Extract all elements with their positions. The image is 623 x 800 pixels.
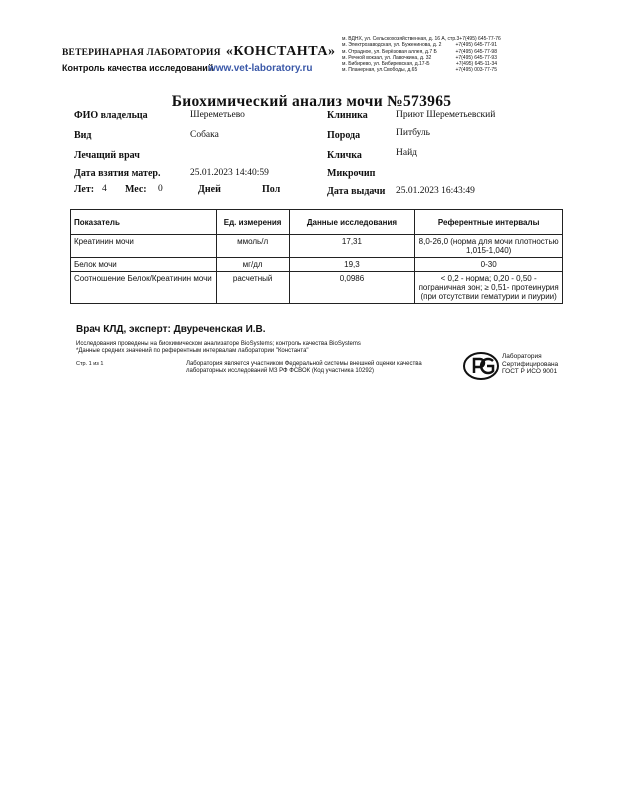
document-title: Биохимический анализ мочи №573965 [171,93,452,110]
sex-label: Пол [262,184,281,195]
cell-value: 19,3 [289,258,415,272]
address-row: м. Речной вокзал, ул. Лавочкина, д. 32 +7(495) 645-77-93 [342,54,497,61]
cell-ref: < 0,2 - норма; 0,20 - 0,50 - пограничная зон; ≥ 0,51- протеинурия (при отсутствии гематурии и пиурии) [415,272,563,304]
cell-value: 0,0986 [289,272,415,304]
column-header: Референтные интервалы [415,210,563,235]
clinic-value: Приют Шереметьевский [396,110,496,120]
certification-text: Лаборатория Сертифицирована ГОСТ Р ИСО 9001 [502,353,559,376]
cell-name: Креатинин мочи [71,235,217,258]
cell-value: 17,31 [289,235,415,258]
reference-note: *Данные средних значений по референтным интервалам лаборатории "Константа" [76,348,309,354]
table-header-row [71,210,563,235]
nickname-value: Найд [396,148,417,158]
issue-date-label: Дата выдачи [327,186,386,197]
cell-ref: 0-30 [415,258,563,272]
column-header: Показатель [71,210,217,235]
months-value: 0 [158,184,163,194]
cell-unit: мг/дл [216,258,289,272]
address-row: м. Электрозаводская, ул. Буженинова, д. 2 +7(495) 645-77-91 [342,42,497,49]
days-label: Дней [198,184,221,195]
certification-logo-icon [462,351,500,381]
address-list [342,36,501,74]
sample-date-value: 25.01.2023 14:40:59 [190,168,269,178]
address-row: м. Бибирево, ул. Бибиревская, д.17-Б +7(495) 645-11-34 [342,61,497,68]
lab-website-link[interactable]: www.vet-laboratory.ru [208,63,313,74]
nickname-label: Кличка [327,150,362,161]
table-row [71,272,563,304]
lab-title [62,44,335,60]
results-table [70,209,563,304]
species-value: Собака [190,130,219,140]
address-row: м. Отрадное, ул. Берёзовая аллея, д.7 Б +7(495) 645-77-98 [342,48,497,55]
breed-value: Питбуль [396,128,430,138]
months-label: Мес: [125,184,147,195]
owner-value: Шереметьево [190,110,245,120]
column-header: Данные исследования [289,210,415,235]
column-header: Ед. измерения [216,210,289,235]
document-page [8,4,615,798]
years-label: Лет: [74,184,95,195]
sample-date-label: Дата взятия матер. [74,168,161,179]
table-row [71,258,563,272]
address-row: м. ВДНХ, ул. Сельскохозяйственная, д. 16 А, стр.3 +7(495) 645-77-76 [342,36,501,42]
species-label: Вид [74,130,92,141]
lab-name: «КОНСТАНТА» [225,44,336,59]
lab-subtitle: Контроль качества исследований [62,63,214,73]
clinic-label: Клиника [327,110,368,121]
breed-label: Порода [327,130,361,141]
cell-unit: ммоль/л [216,235,289,258]
owner-label: ФИО владельца [74,110,148,121]
years-value: 4 [102,184,107,194]
address-row: м. Планерная, ул.Свободы, д.65 +7(495) 003-77-75 [342,67,497,74]
doctor-signature: Врач КЛД, эксперт: Двуреченская И.В. [76,324,266,335]
cell-name: Белок мочи [71,258,217,272]
cell-unit: расчетный [216,272,289,304]
table-row [71,235,563,258]
analyzer-note: Исследования проведены на биохимическом анализаторе BioSystems; контроль качества BioSystems [76,341,361,347]
cell-name: Соотношение Белок/Креатинин мочи [71,272,217,304]
federal-quality-note: Лаборатория является участником Федеральной системы внешней оценки качества лабораторных исследований МЗ РФ ФСВОК (Код участника 10292) [186,361,422,375]
issue-date-value: 25.01.2023 16:43:49 [396,186,475,196]
doctor-label: Лечащий врач [74,150,140,161]
lab-prefix: ВЕТЕРИНАРНАЯ ЛАБОРАТОРИЯ [62,48,221,58]
page-number: Стр. 1 из 1 [76,361,104,367]
cell-ref: 8,0-26,0 (норма для мочи плотностью 1,015-1,040) [415,235,563,258]
chip-label: Микрочип [327,168,376,179]
